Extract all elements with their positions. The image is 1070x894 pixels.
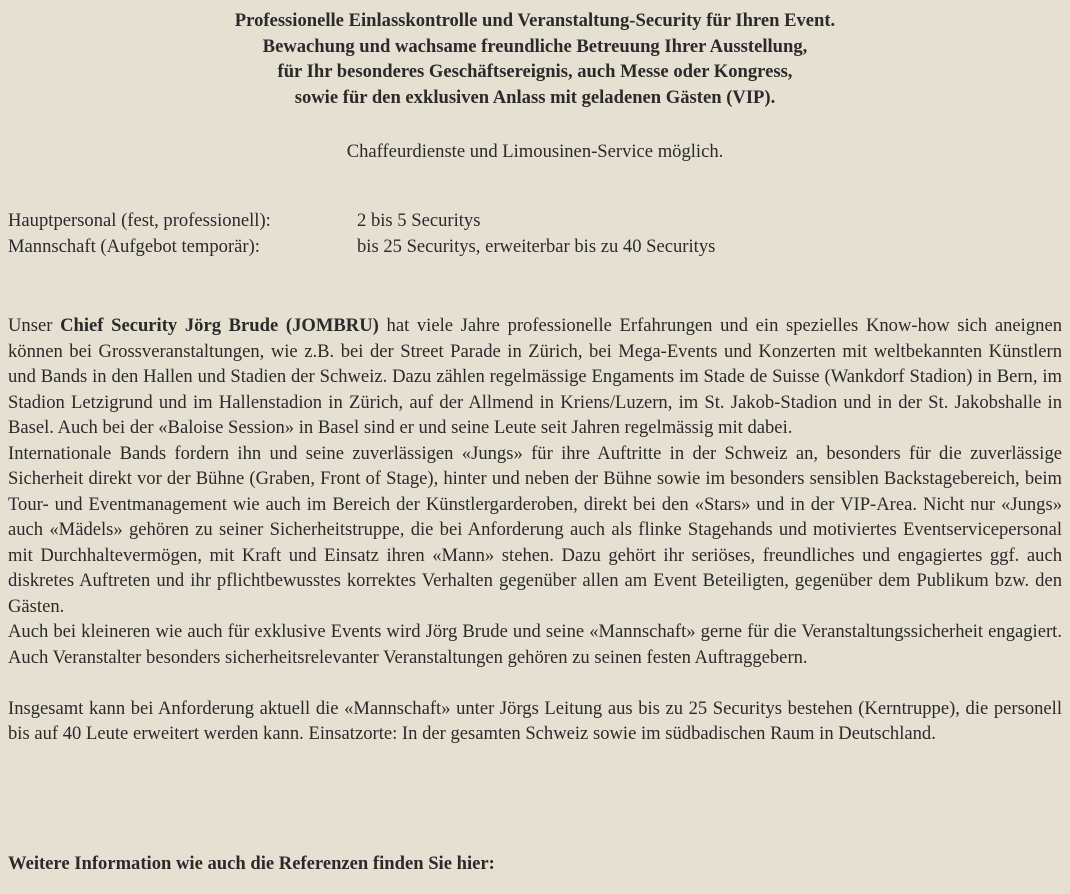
intro-prefix: Unser <box>8 315 61 336</box>
bands-paragraph: Internationale Bands fordern ihn und seine zuverlässigen «Jungs» für ihre Auftritte in der Schweiz an, besonders für die zuverlässige Sicherheit direkt vor der Bühne (Graben, Front of Stage), hinter und neben der Bühne sowie im besonders sensiblen Backstagebereich, beim Tour- und Eventmanagement wie auch im Bereich der Künstlergarderoben, direkt bei den «Stars» und in der VIP-Area. Nicht nur «Jungs» auch «Mädels» gehören zu seiner Sicherheitstruppe, die bei Anforderung auch als flinke Stagehands und motiviertes Eventservicepersonal mit Durchhaltevermögen, mit Kraft und Einsatz ihren «Mann» stehen. Dazu gehört ihr seriöses, freundliches und engagiertes ggf. auch diskretes Auftreten und ihr pflichtbewusstes korrektes Verhalten gegenüber allen am Event Beteiligten, gegenüber dem Publikum bzw. den Gästen. <box>8 442 1062 617</box>
headline-line-3: für Ihr besonderes Geschäftsereignis, auch Messe oder Kongress, <box>277 61 793 82</box>
staff-table <box>8 208 1062 259</box>
intro-paragraph <box>8 313 1062 441</box>
intro-text: hat viele Jahre professionelle Erfahrungen und ein spezielles Know-how sich aneignen können bei Grossveranstaltungen, wie z.B. bei der Street Parade in Zürich, bei Mega-Events und Konzerten mit weltbekannten Künstlern und Bands in den Hallen und Stadien der Schweiz. Dazu zählen regelmässige Engaments im Stade de Suisse (Wankdorf Stadion) in Bern, im Stadion Letzigrund und im Hallenstadion in Zürich, auf der Allmend in Kriens/Luzern, im St. Jakob-Stadion und in der St. Jakobshalle in Basel. Auch bei der «Baloise Session» in Basel sind er und seine Leute seit Jahren regelmässig mit dabei. <box>8 315 1062 438</box>
staff-label: Hauptpersonal (fest, professionell): <box>8 210 271 231</box>
chauffeur-service-note: Chaffeurdienste und Limousinen-Service möglich. <box>346 141 724 162</box>
headline <box>0 8 1070 110</box>
staff-label: Mannschaft (Aufgebot temporär): <box>8 235 260 257</box>
body-text <box>8 313 1062 747</box>
headline-line-2: Bewachung und wachsame freundliche Betreuung Ihrer Ausstellung, <box>262 35 808 57</box>
staff-value: 2 bis 5 Securitys <box>357 210 481 231</box>
references-callout: Weitere Information wie auch die Referenzen finden Sie hier: <box>8 853 495 874</box>
chief-security-name: Chief Security Jörg Brude (JOMBRU) <box>60 315 379 336</box>
staff-row-core <box>8 208 1062 234</box>
team-paragraph: Insgesamt kann bei Anforderung aktuell die «Mannschaft» unter Jörgs Leitung aus bis zu 25 Securitys bestehen (Kerntruppe), die personell bis auf 40 Leute erweitert werden kann. Einsatzorte: In der gesamten Schweiz sowie im südbadischen Raum in Deutschland. <box>8 697 1062 744</box>
staff-value: bis 25 Securitys, erweiterbar bis zu 40 Securitys <box>357 235 716 257</box>
headline-line-1: Professionelle Einlasskontrolle und Veranstaltung-Security für Ihren Event. <box>234 10 836 31</box>
staff-row-team <box>8 234 1062 260</box>
events-paragraph: Auch bei kleineren wie auch für exklusive Events wird Jörg Brude und seine «Mannschaft» gerne für die Veranstaltungssicherheit engagiert. Auch Veranstalter besonders sicherheitsrelevanter Veranstaltungen gehören zu seinen festen Auftraggebern. <box>8 621 1062 668</box>
headline-line-4: sowie für den exklusiven Anlass mit geladenen Gästen (VIP). <box>294 86 776 108</box>
